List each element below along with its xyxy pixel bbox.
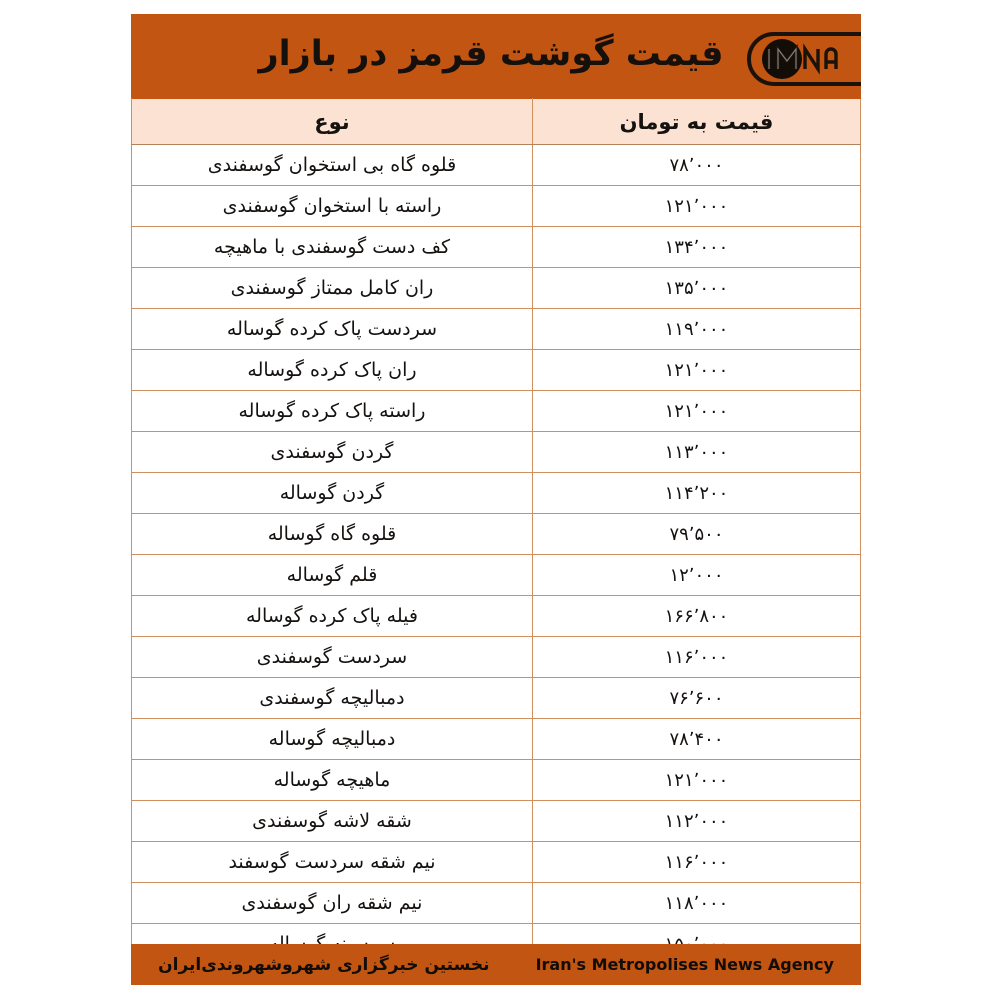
footer-english-tagline: Iran's Metropolises News Agency	[535, 955, 834, 974]
page-title: قیمت گوشت قرمز در بازار	[258, 33, 724, 74]
table-row	[132, 883, 861, 924]
cell-type: راسته پاک کرده گوساله	[132, 391, 533, 432]
cell-type: سردست پاک کرده گوساله	[132, 309, 533, 350]
cell-price: ۱۶۶٬۸۰۰	[532, 596, 860, 637]
table-header-row	[132, 99, 861, 145]
table-row	[132, 145, 861, 186]
cell-price: ۱۲۱٬۰۰۰	[532, 186, 860, 227]
cell-price: ۱۱۳٬۰۰۰	[532, 432, 860, 473]
table-row	[132, 842, 861, 883]
cell-type: گردن گوسفندی	[132, 432, 533, 473]
column-header-price: قیمت به تومان	[532, 99, 860, 145]
table-row	[132, 227, 861, 268]
cell-type: قلوه گاه گوساله	[132, 514, 533, 555]
cell-type: دمبالیچه گوساله	[132, 719, 533, 760]
footer-bar	[131, 944, 861, 985]
cell-price: ۱۲٬۰۰۰	[532, 555, 860, 596]
imna-logo	[746, 31, 861, 87]
cell-price: ۱۱۹٬۰۰۰	[532, 309, 860, 350]
cell-price: ۱۱۲٬۰۰۰	[532, 801, 860, 842]
table-row	[132, 555, 861, 596]
table-row	[132, 760, 861, 801]
cell-type: دمبالیچه گوسفندی	[132, 678, 533, 719]
cell-price: ۱۲۱٬۰۰۰	[532, 350, 860, 391]
table-row	[132, 719, 861, 760]
cell-price: ۱۲۱٬۰۰۰	[532, 391, 860, 432]
cell-price: ۱۱۶٬۰۰۰	[532, 637, 860, 678]
table-row	[132, 596, 861, 637]
cell-type: ران پاک کرده گوساله	[132, 350, 533, 391]
cell-type: نیم شقه سردست گوسفند	[132, 842, 533, 883]
cell-type: ران کامل ممتاز گوسفندی	[132, 268, 533, 309]
cell-price: ۱۱۴٬۲۰۰	[532, 473, 860, 514]
cell-price: ۱۱۶٬۰۰۰	[532, 842, 860, 883]
cell-type: قلوه گاه بی استخوان گوسفندی	[132, 145, 533, 186]
cell-type: ماهیچه گوساله	[132, 760, 533, 801]
table-row	[132, 432, 861, 473]
cell-type: فیله پاک کرده گوساله	[132, 596, 533, 637]
cell-price: ۷۶٬۶۰۰	[532, 678, 860, 719]
cell-price: ۷۸٬۴۰۰	[532, 719, 860, 760]
table-head	[132, 99, 861, 145]
price-table	[131, 98, 861, 965]
table-row	[132, 309, 861, 350]
table-row	[132, 678, 861, 719]
table-row	[132, 350, 861, 391]
header-bar	[131, 14, 861, 98]
table-row	[132, 391, 861, 432]
cell-price: ۷۸٬۰۰۰	[532, 145, 860, 186]
cell-type: سردست گوسفندی	[132, 637, 533, 678]
table-row	[132, 186, 861, 227]
column-header-type: نوع	[132, 99, 533, 145]
cell-type: کف دست گوسفندی با ماهیچه	[132, 227, 533, 268]
table-row	[132, 473, 861, 514]
table-body	[132, 145, 861, 965]
cell-price: ۱۱۸٬۰۰۰	[532, 883, 860, 924]
table-row	[132, 268, 861, 309]
cell-price: ۱۳۴٬۰۰۰	[532, 227, 860, 268]
table-row	[132, 801, 861, 842]
cell-type: قلم گوساله	[132, 555, 533, 596]
cell-price: ۱۲۱٬۰۰۰	[532, 760, 860, 801]
cell-type: راسته با استخوان گوسفندی	[132, 186, 533, 227]
cell-price: ۷۹٬۵۰۰	[532, 514, 860, 555]
cell-price: ۱۳۵٬۰۰۰	[532, 268, 860, 309]
footer-persian-tagline: نخستین خبرگزاری شهروشهروندی‌ایران	[158, 954, 490, 975]
table-row	[132, 514, 861, 555]
cell-type: نیم شقه ران گوسفندی	[132, 883, 533, 924]
cell-type: شقه لاشه گوسفندی	[132, 801, 533, 842]
cell-type: گردن گوساله	[132, 473, 533, 514]
table-row	[132, 637, 861, 678]
